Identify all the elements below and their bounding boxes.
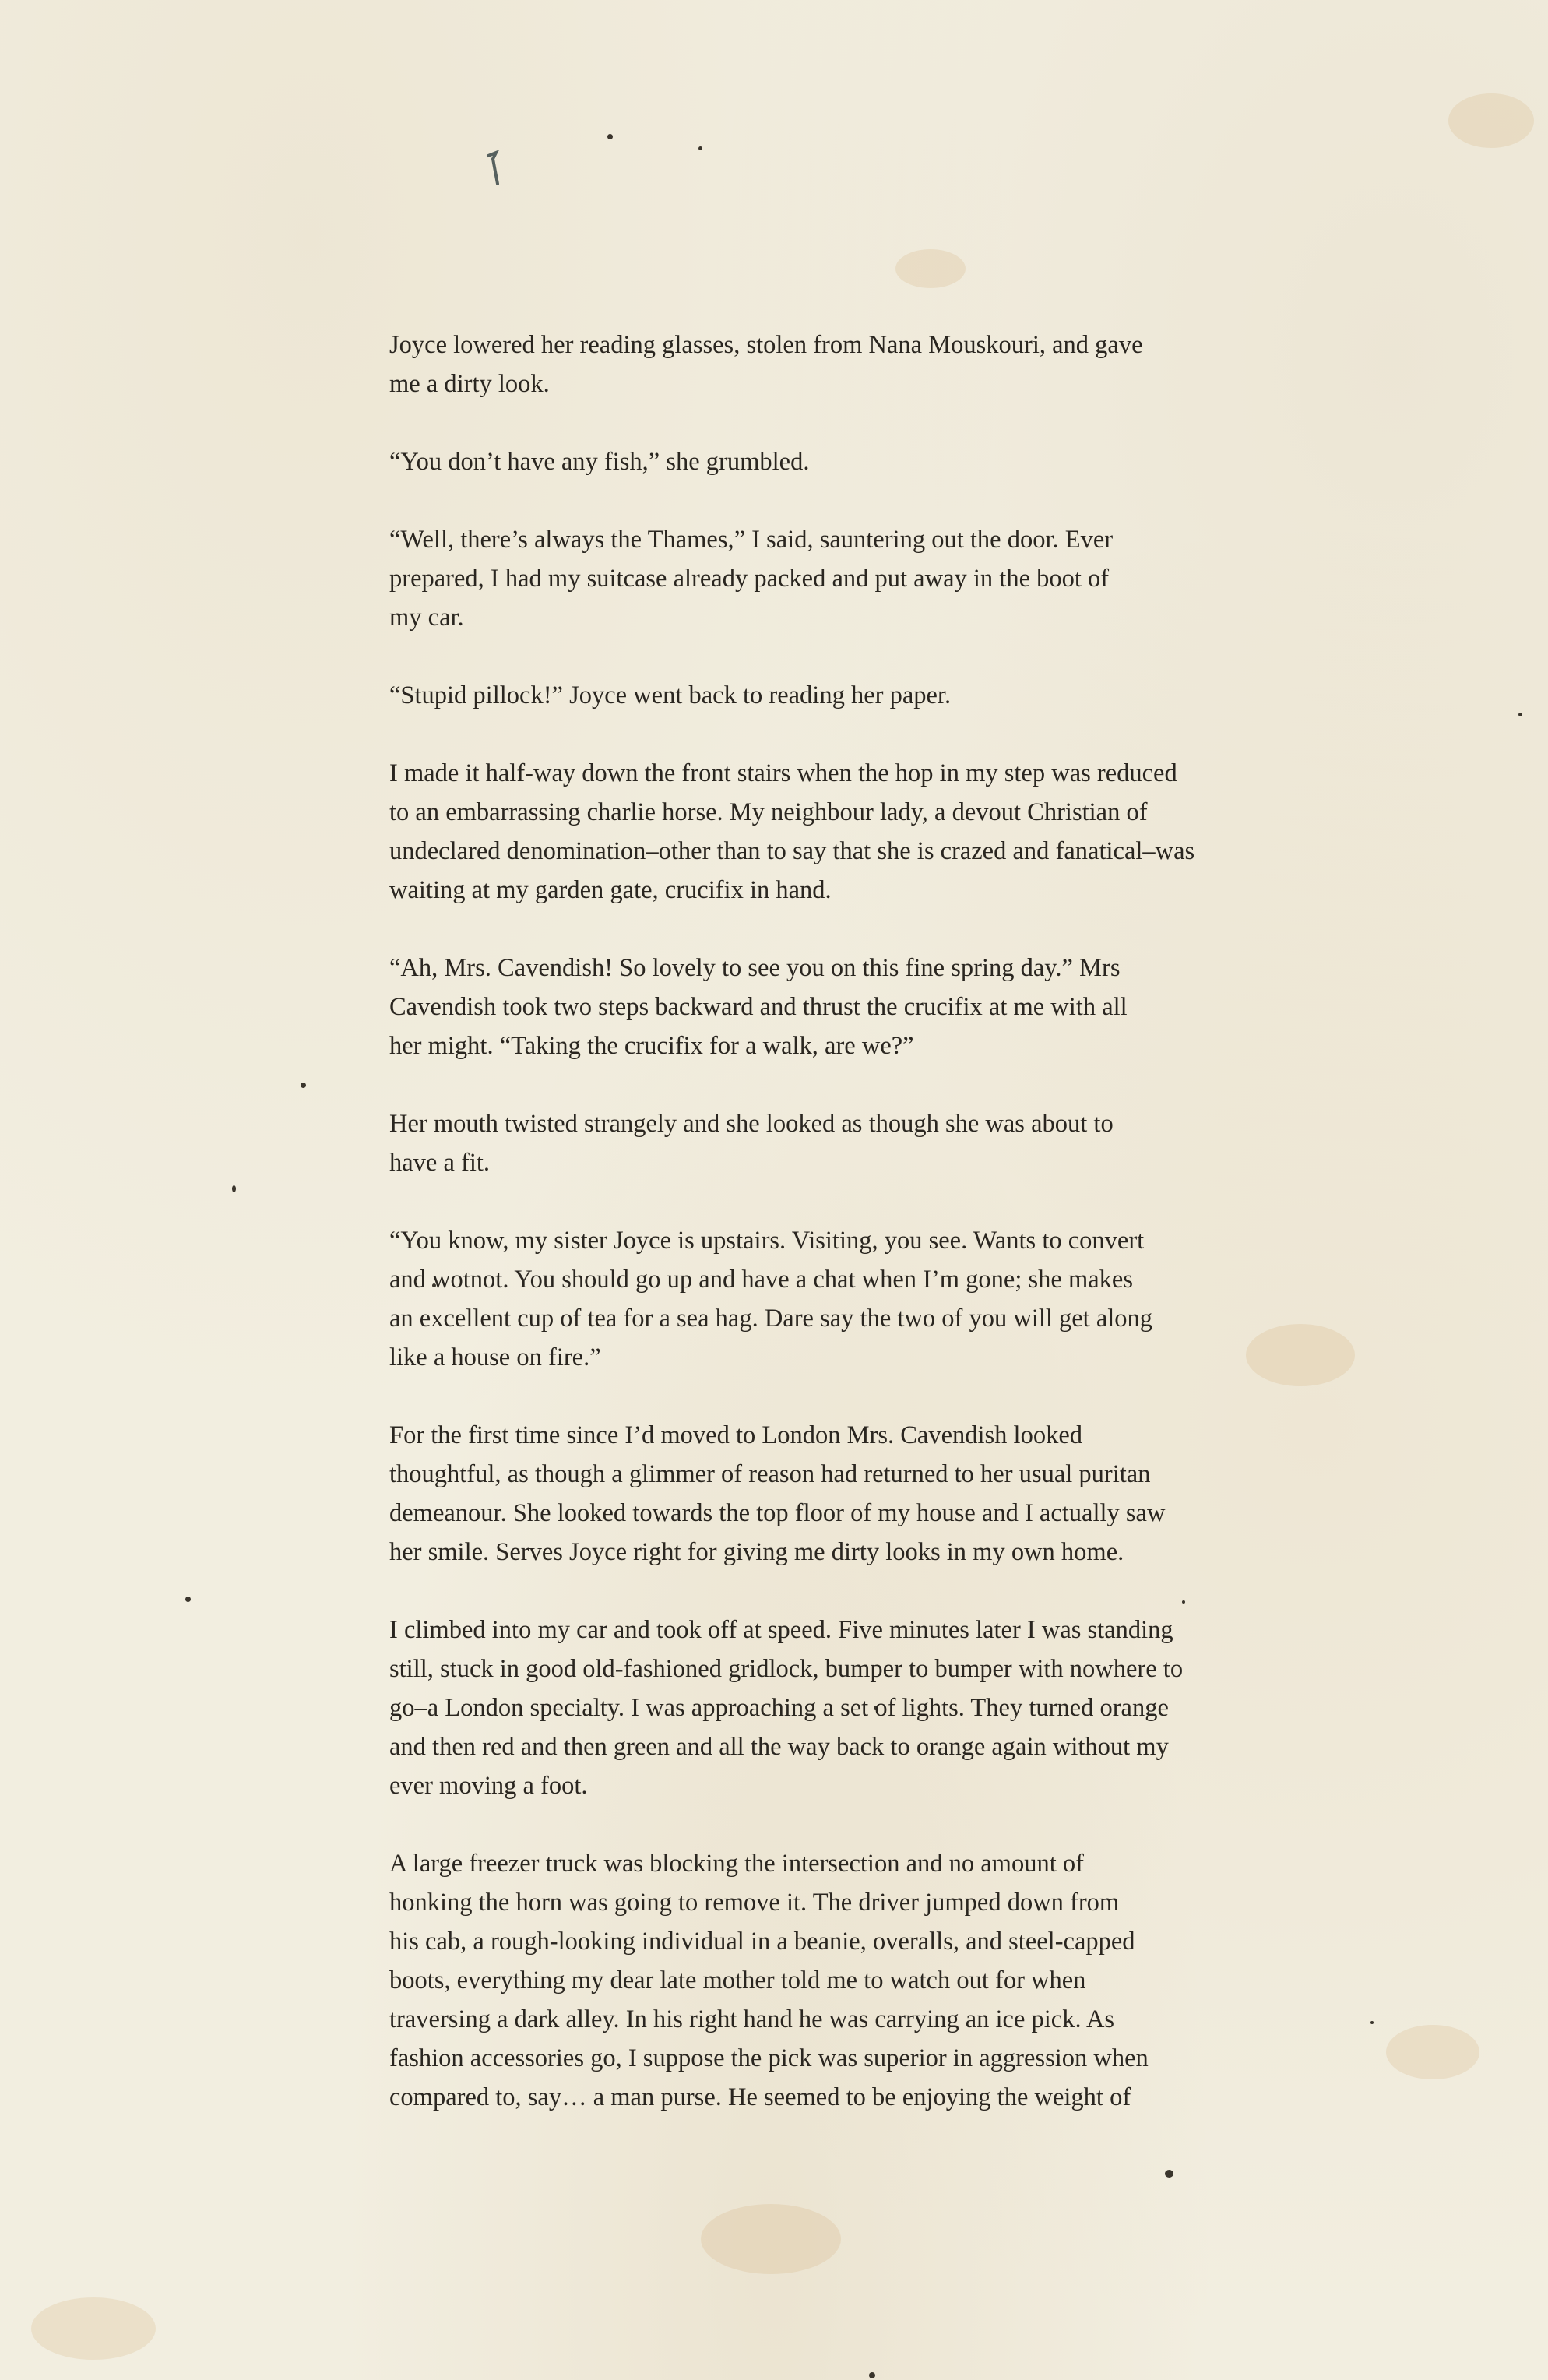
text-line: traversing a dark alley. In his right hand he was carrying an ice pick. As [389,2005,1115,2033]
text-line: honking the horn was going to remove it. The driver jumped down from [389,1889,1120,1917]
ink-mark-icon [479,150,510,188]
text-line: undeclared denomination–other than to say that she is crazed and fanatical–was [389,837,1195,865]
text-line: have a fit. [389,1149,491,1177]
text-line: and wotnot. You should go up and have a chat when I’m gone; she makes [389,1266,1133,1294]
text-line: “You know, my sister Joyce is upstairs. Visiting, you see. Wants to convert [389,1227,1145,1255]
text-line: boots, everything my dear late mother told me to watch out for when [389,1966,1086,1994]
paper-speck [869,2372,875,2378]
paragraph [389,1221,1254,1377]
text-line: and then red and then green and all the way back to orange again without my [389,1733,1169,1761]
page-body-text [389,326,1254,2156]
paper-stain [1448,93,1534,148]
paper-speck [698,146,702,150]
paper-speck [185,1597,191,1602]
paragraph [389,1611,1254,1805]
text-line: I made it half-way down the front stairs when the hop in my step was reduced [389,759,1177,787]
text-line: Joyce lowered her reading glasses, stolen from Nana Mouskouri, and gave [389,331,1143,359]
text-line: her smile. Serves Joyce right for giving me dirty looks in my own home. [389,1538,1124,1566]
paper-stain [31,2297,156,2360]
paper-speck [607,134,613,139]
paragraph [389,520,1254,637]
paragraph [389,1416,1254,1572]
text-line: me a dirty look. [389,370,550,398]
paragraph [389,676,1254,715]
text-line: “You don’t have any fish,” she grumbled. [389,448,810,476]
paragraph [389,442,1254,481]
text-line: my car. [389,604,464,632]
text-line: A large freezer truck was blocking the intersection and no amount of [389,1850,1084,1878]
paper-stain [1386,2025,1479,2079]
paragraph [389,754,1254,910]
text-line: still, stuck in good old-fashioned gridlock, bumper to bumper with nowhere to [389,1655,1184,1683]
text-line: like a house on fire.” [389,1343,601,1371]
text-line: I climbed into my car and took off at speed. Five minutes later I was standing [389,1616,1173,1644]
paragraph [389,1844,1254,2117]
text-line: thoughtful, as though a glimmer of reason had returned to her usual puritan [389,1460,1151,1488]
paper-speck [301,1083,306,1088]
text-line: Her mouth twisted strangely and she looked as though she was about to [389,1110,1114,1138]
text-line: “Well, there’s always the Thames,” I said, sauntering out the door. Ever [389,526,1114,554]
text-line: her might. “Taking the crucifix for a walk, are we?” [389,1032,914,1060]
text-line: fashion accessories go, I suppose the pick was superior in aggression when [389,2044,1149,2072]
paragraph [389,1104,1254,1182]
text-line: to an embarrassing charlie horse. My neighbour lady, a devout Christian of [389,798,1148,826]
paper-speck [232,1185,236,1192]
text-line: ever moving a foot. [389,1772,588,1800]
text-line: his cab, a rough-looking individual in a beanie, overalls, and steel-capped [389,1928,1135,1956]
text-line: “Stupid pillock!” Joyce went back to reading her paper. [389,681,952,709]
paper-speck [1165,2170,1173,2178]
text-line: “Ah, Mrs. Cavendish! So lovely to see you on this fine spring day.” Mrs [389,954,1121,982]
paper-stain [895,249,966,288]
text-line: prepared, I had my suitcase already packed and put away in the boot of [389,565,1110,593]
paragraph [389,949,1254,1065]
text-line: Cavendish took two steps backward and thrust the crucifix at me with all [389,993,1128,1021]
paper-stain [1246,1324,1355,1386]
text-line: go–a London specialty. I was approaching a set of lights. They turned orange [389,1694,1169,1722]
paper-stain [701,2204,841,2274]
text-line: compared to, say… a man purse. He seemed to be enjoying the weight of [389,2083,1131,2111]
text-line: waiting at my garden gate, crucifix in hand. [389,876,832,904]
paragraph [389,326,1254,403]
text-line: For the first time since I’d moved to London Mrs. Cavendish looked [389,1421,1083,1449]
paper-speck [1370,2021,1374,2024]
text-line: an excellent cup of tea for a sea hag. Dare say the two of you will get along [389,1304,1153,1333]
text-line: demeanour. She looked towards the top floor of my house and I actually saw [389,1499,1166,1527]
paper-speck [1518,713,1522,716]
